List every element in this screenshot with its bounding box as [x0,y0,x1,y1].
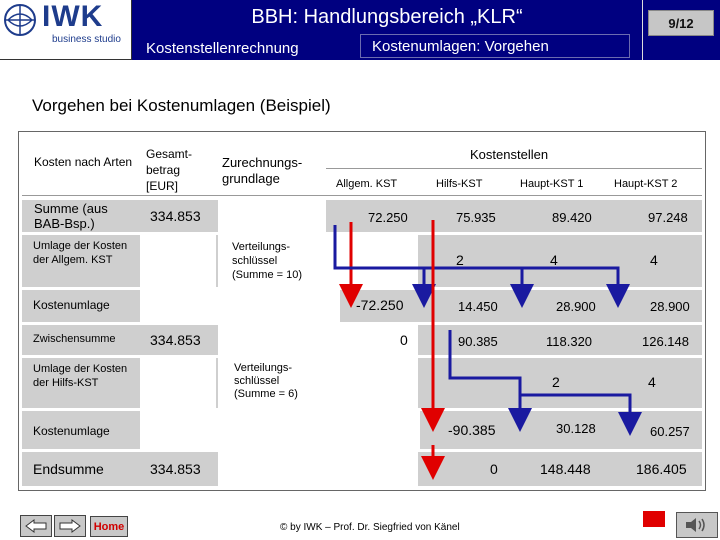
copyright-text: © by IWK – Prof. Dr. Siegfried von Känel [280,522,460,533]
forward-button[interactable] [54,515,86,537]
header-hilfs-kst: Hilfs-KST [436,178,483,190]
row-umlage-allgem-hilfs: 2 [456,252,464,268]
row-umlage-hilfs-grundlage: Verteilungs-schlüssel (Summe = 6) [234,362,298,400]
row-kostenumlage-1-h1: 28.900 [556,299,596,314]
row-zwischensumme-h2: 126.148 [642,334,689,349]
red-marker [643,511,665,527]
header-zurechnungsgrundlage: Zurechnungs-grundlage [222,155,303,186]
row-kostenumlage-2-h2: 60.257 [650,424,690,439]
subtitle-right: Kostenumlagen: Vorgehen [372,38,549,55]
row-umlage-allgem-label: Umlage der Kosten der Allgem. KST [33,240,128,266]
row-kostenumlage-2-hilfs: -90.385 [448,422,496,438]
row-zwischensumme-h1: 118.320 [546,334,593,349]
row-kostenumlage-2-label: Kostenumlage [33,424,110,438]
row-kostenumlage-1-hilfs: 14.450 [458,299,498,314]
row-endsumme-hilfs: 0 [490,461,498,477]
blue-arrow-to-h2 [522,268,618,296]
row-zwischensumme-gesamt: 334.853 [150,332,201,348]
section-title: Vorgehen bei Kostenumlagen (Beispiel) [32,96,331,115]
logo-text: IWK [42,0,104,33]
header-haupt-kst-2: Haupt-KST 2 [614,178,678,190]
header-allgem-kst: Allgem. KST [336,178,398,190]
row-summe-h1: 89.420 [552,210,592,225]
blue-arrow-to-hilfs [335,225,424,296]
row-umlage-allgem-h2: 4 [650,252,658,268]
row-umlage-allgem-grundlage: Verteilungs-schlüssel (Summe = 10) [232,241,302,281]
page-indicator: 9/12 [648,10,714,36]
row-summe-hilfs: 75.935 [456,210,496,225]
row-summe-gesamt: 334.853 [150,208,201,224]
row-umlage-allgem-h1: 4 [550,252,558,268]
row-zwischensumme-allgem: 0 [400,332,408,348]
row-endsumme-gesamt: 334.853 [150,461,201,477]
header-haupt-kst-1: Haupt-KST 1 [520,178,584,190]
header-gesamtbetrag: Gesamt-betrag [EUR] [146,147,193,193]
row-umlage-hilfs-label: Umlage der Kosten der Hilfs-KST [33,363,128,389]
subtitle-left: Kostenstellenrechnung [146,40,299,57]
right-arrow-icon [58,519,82,533]
row-summe-h2: 97.248 [648,210,688,225]
blue-arrow-to-h1 [424,268,522,296]
row-summe-allgem: 72.250 [368,210,408,225]
page-title: BBH: Handlungsbereich „KLR“ [251,6,523,28]
home-button[interactable]: Home [90,516,128,537]
row-zwischensumme-hilfs: 90.385 [458,334,498,349]
row-endsumme-label: Endsumme [33,461,104,477]
row-kostenumlage-1-label: Kostenumlage [33,298,110,312]
header-kostenstellen: Kostenstellen [470,147,549,162]
back-button[interactable] [20,515,52,537]
row-endsumme-h2: 186.405 [636,461,687,477]
row-umlage-hilfs-h2: 4 [648,374,656,390]
left-arrow-icon [24,519,48,533]
blue-arrow-hilfs-to-h2 [520,395,630,424]
row-kostenumlage-1-h2: 28.900 [650,299,690,314]
row-kostenumlage-1-allgem: -72.250 [356,297,404,313]
logo-subtext: business studio [52,34,121,45]
row-umlage-hilfs-h1: 2 [552,374,560,390]
header-kosten-nach-arten: Kosten nach Arten [34,155,133,169]
row-endsumme-h1: 148.448 [540,461,591,477]
row-kostenumlage-2-h1: 30.128 [556,421,596,436]
row-zwischensumme-label: Zwischensumme [33,333,116,345]
row-summe-label: Summe (aus BAB-Bsp.) [34,201,108,231]
blue-arrow-hilfs-to-h1 [450,330,520,420]
speaker-icon [683,515,711,535]
speaker-button[interactable] [676,512,718,538]
